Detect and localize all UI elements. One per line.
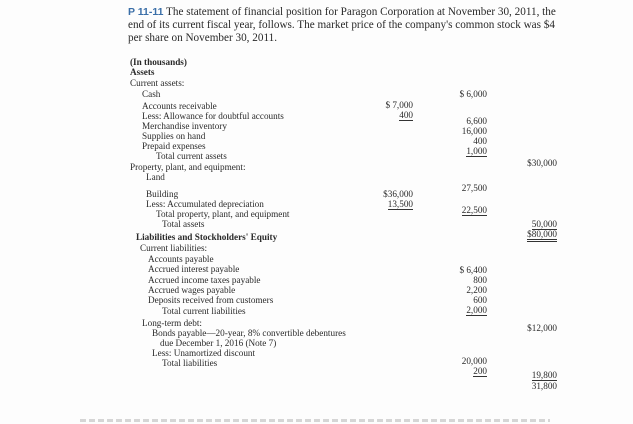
bonds-amount: 20,000 bbox=[461, 356, 487, 366]
cash-amount: $ 6,000 bbox=[459, 89, 487, 99]
accrued-income-taxes-amount: 2,200 bbox=[466, 285, 487, 295]
accrued-wages-label: Accrued wages payable bbox=[148, 285, 236, 295]
accrued-interest-label: Accrued interest payable bbox=[148, 264, 240, 274]
net-building-amount: 22,500 bbox=[461, 205, 487, 215]
accrued-wages-amount: 600 bbox=[473, 295, 487, 305]
bonds-label-continued: due December 1, 2016 (Note 7) bbox=[160, 338, 277, 348]
accumulated-depreciation-label: Less: Accumulated depreciation bbox=[146, 199, 264, 209]
long-term-debt-header: Long-term debt: bbox=[142, 318, 202, 328]
supplies-label: Supplies on hand bbox=[142, 131, 206, 141]
total-assets-amount: $80,000 bbox=[527, 229, 557, 242]
bonds-label: Bonds payable—20-year, 8% convertible debentures bbox=[152, 328, 346, 338]
cash-label: Cash bbox=[142, 89, 161, 99]
total-current-assets-amount: $30,000 bbox=[527, 158, 557, 168]
total-liabilities-amount: 31,800 bbox=[531, 381, 557, 391]
ar-amount: $ 7,000 bbox=[385, 100, 413, 110]
total-ppe-label: Total property, plant, and equipment bbox=[156, 209, 290, 219]
total-current-liabilities-label: Total current liabilities bbox=[162, 306, 246, 316]
allowance-label: Less: Allowance for doubtful accounts bbox=[142, 111, 284, 121]
prepaid-label: Prepaid expenses bbox=[142, 141, 206, 151]
current-liabilities-header: Current liabilities: bbox=[140, 243, 208, 253]
total-current-assets-label: Total current assets bbox=[156, 151, 227, 161]
merchandise-amount: 16,000 bbox=[461, 126, 487, 136]
units-label: (In thousands) bbox=[130, 57, 187, 67]
prepaid-amount: 1,000 bbox=[466, 146, 487, 156]
total-current-liabilities-amount: $12,000 bbox=[527, 323, 557, 333]
building-label: Building bbox=[146, 189, 179, 199]
supplies-amount: 400 bbox=[473, 136, 487, 146]
discount-amount: 200 bbox=[473, 366, 487, 376]
total-assets-label: Total assets bbox=[162, 219, 205, 229]
net-bonds-amount: 19,800 bbox=[531, 370, 557, 380]
liabilities-header: Liabilities and Stockholders' Equity bbox=[136, 232, 278, 242]
accounts-payable-amount: $ 6,400 bbox=[459, 265, 487, 275]
accrued-interest-amount: 800 bbox=[473, 275, 487, 285]
merchandise-label: Merchandise inventory bbox=[142, 121, 227, 131]
ar-label: Accounts receivable bbox=[142, 101, 217, 111]
deposits-amount: 2,000 bbox=[466, 305, 487, 315]
problem-id: P 11-11 bbox=[128, 6, 164, 18]
deposits-label: Deposits received from customers bbox=[148, 295, 274, 305]
land-amount: 27,500 bbox=[461, 183, 487, 193]
current-assets-header: Current assets: bbox=[130, 78, 185, 88]
cut-off-text-line bbox=[80, 419, 550, 422]
problem-text: The statement of financial position for Paragon Corporation at November 30, 2011, the end of its current fiscal year, follows. The market price of the company's common stock was $4 per share on November 30, 2011. bbox=[128, 6, 556, 44]
allowance-amount: 400 bbox=[399, 110, 413, 120]
unamortized-discount-label: Less: Unamortized discount bbox=[152, 348, 256, 358]
building-amount: $36,000 bbox=[383, 189, 413, 199]
net-ar-amount: 6,600 bbox=[466, 116, 487, 126]
accumulated-depreciation-amount: 13,500 bbox=[387, 199, 413, 209]
total-liabilities-label: Total liabilities bbox=[162, 358, 218, 368]
assets-header: Assets bbox=[130, 67, 155, 77]
ppe-header: Property, plant, and equipment: bbox=[130, 162, 246, 172]
accrued-income-taxes-label: Accrued income taxes payable bbox=[148, 275, 261, 285]
total-ppe-amount: 50,000 bbox=[531, 219, 557, 229]
accounts-payable-label: Accounts payable bbox=[148, 254, 214, 264]
land-label: Land bbox=[146, 172, 165, 182]
